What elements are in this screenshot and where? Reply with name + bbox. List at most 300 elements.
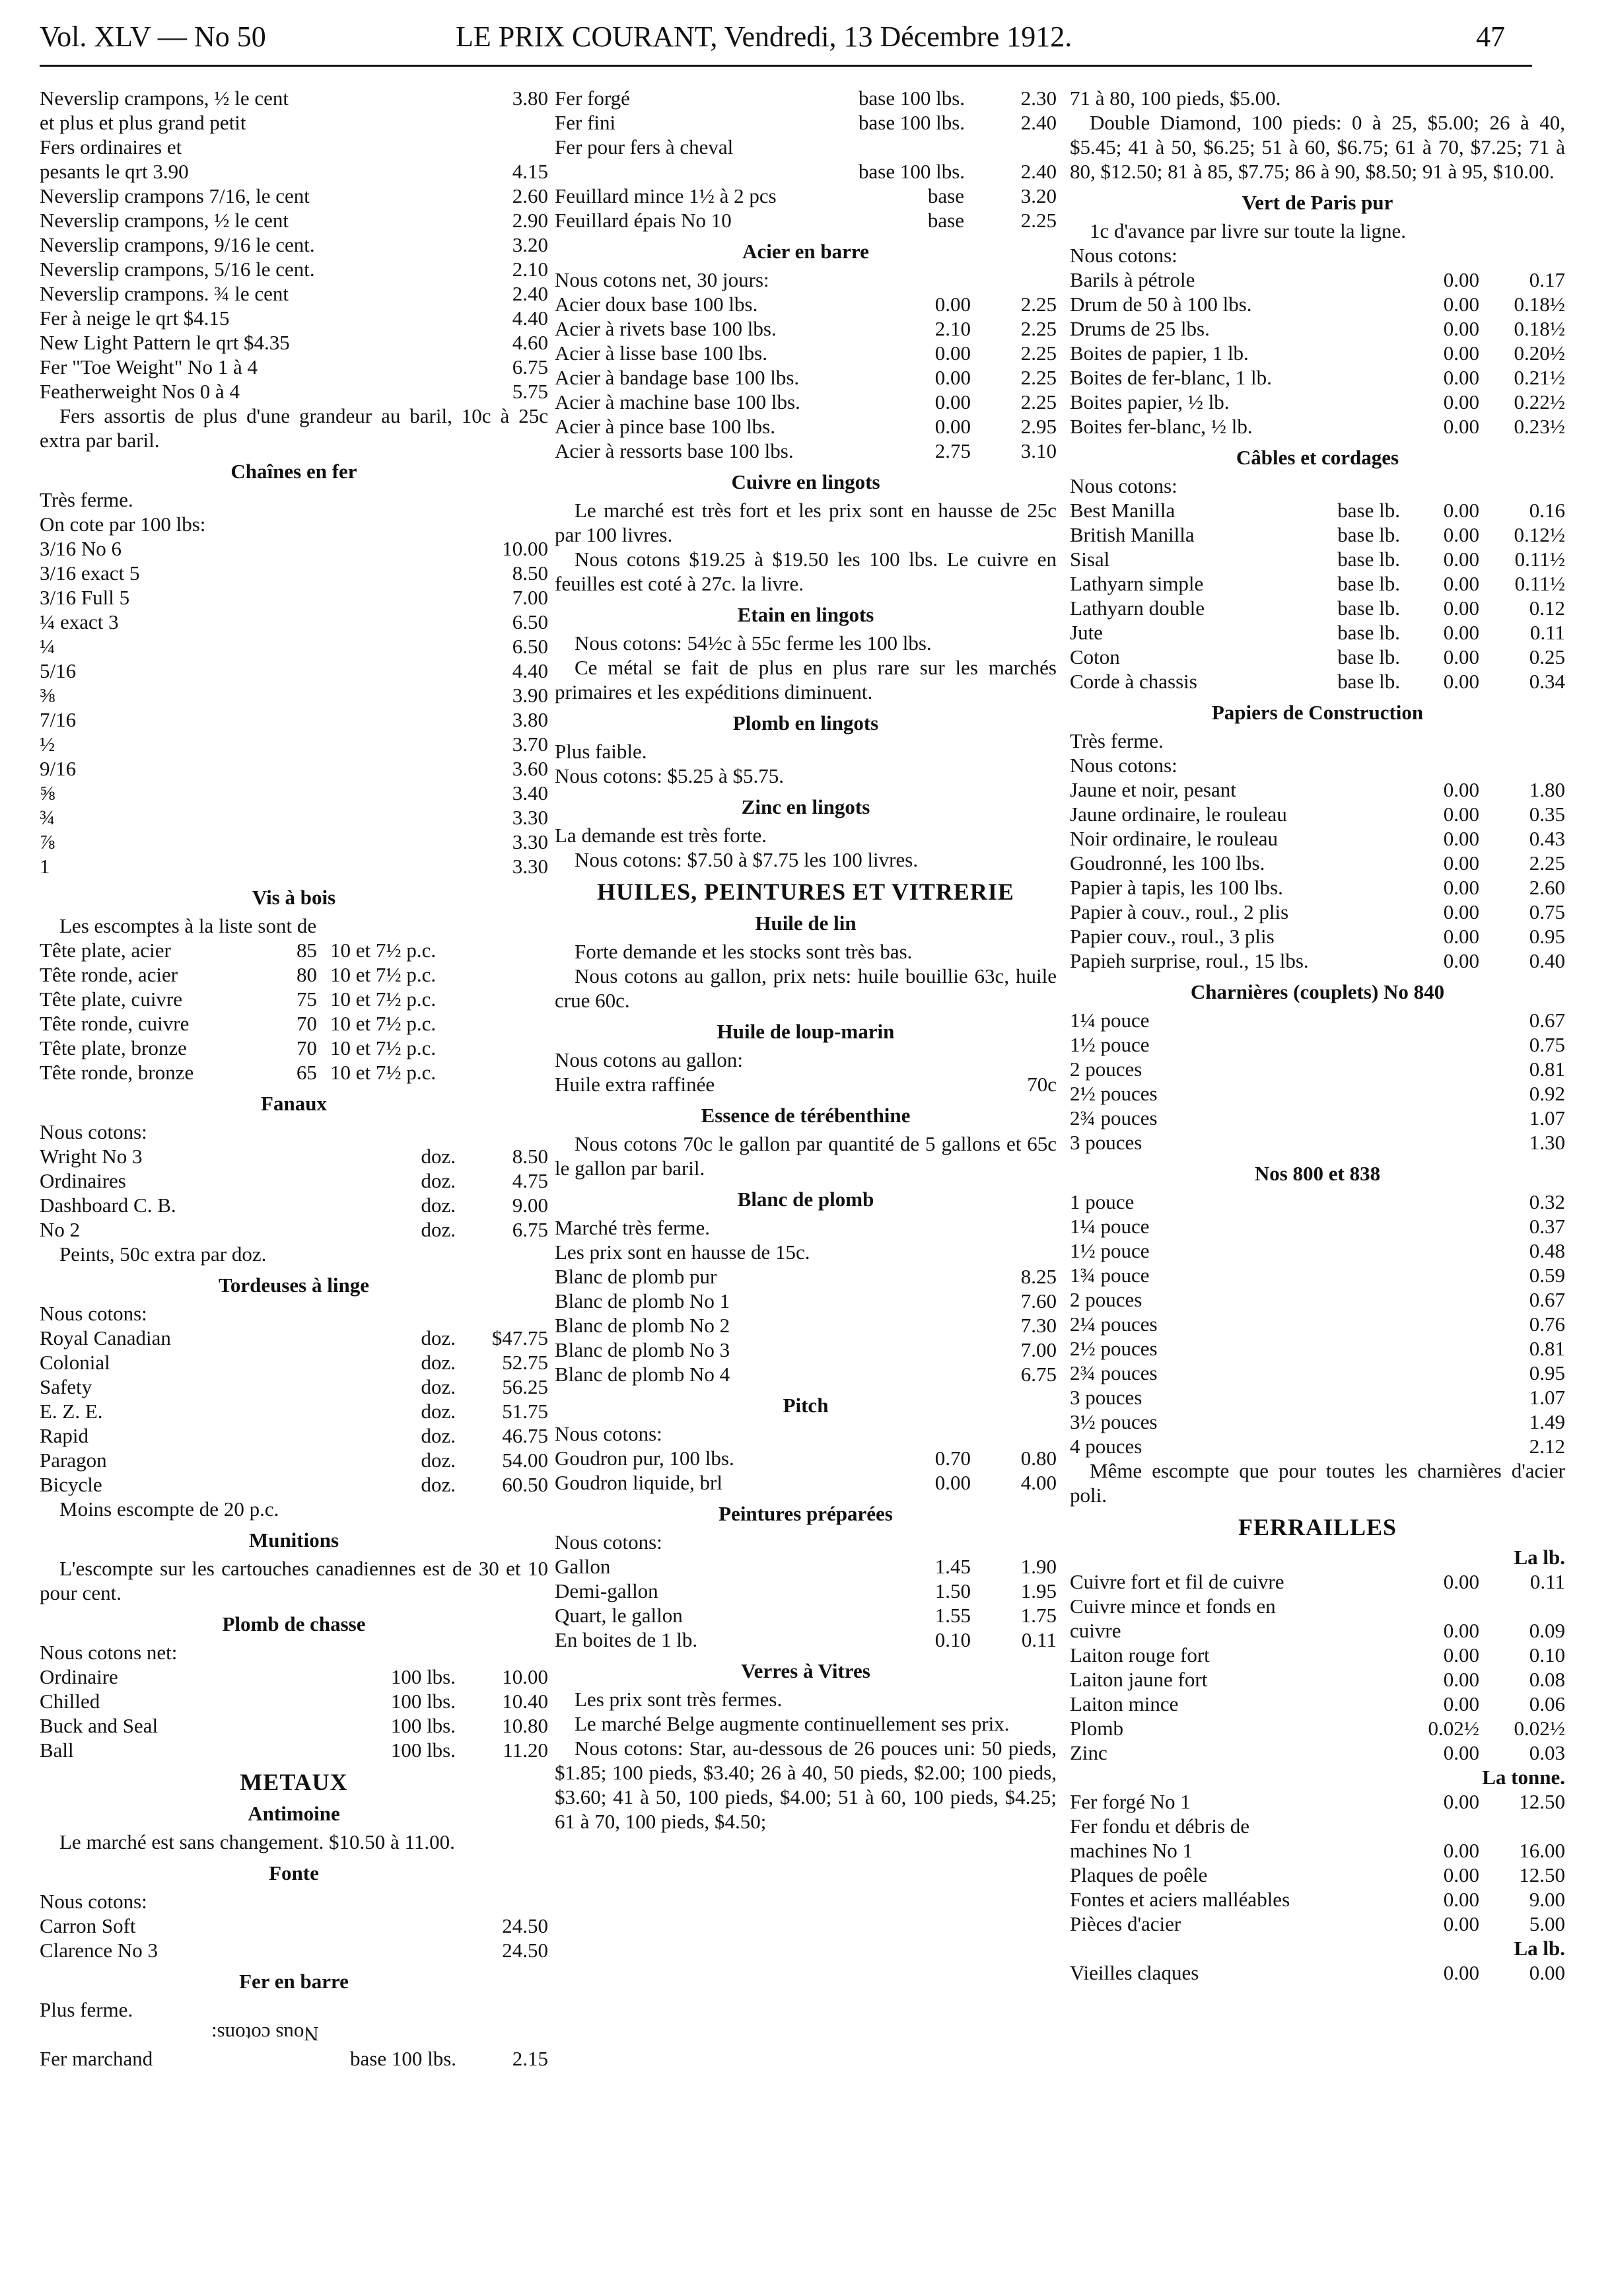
cell-b (1479, 1814, 1565, 1838)
cell-label: Sisal (1070, 548, 1110, 571)
section-title: Huile de loup-marin (717, 1020, 895, 1043)
cell-a: 0.00 (1443, 1741, 1479, 1764)
cell-label: Fer fini (555, 111, 616, 134)
price-row (40, 561, 548, 585)
cell-b: 3.10 (1020, 439, 1057, 462)
paragraph: Nous cotons au gallon, prix nets: huile bouillie 63c, huile crue 60c. (555, 964, 1057, 1012)
cell-a: 0.00 (1443, 827, 1479, 850)
cell-label: 4 pouces (1070, 1435, 1142, 1458)
page-number: 47 (1476, 20, 1505, 53)
cell-label: Fer fondu et débris de (1070, 1814, 1250, 1838)
cell-label: No 2 (40, 1218, 81, 1241)
cell-price: 2.40 (1020, 160, 1057, 183)
cell-b: 2.95 (1020, 415, 1057, 438)
cell-a: 0.00 (1443, 1839, 1479, 1862)
cell-label: ¼ exact 3 (40, 610, 119, 633)
price-row (1070, 1912, 1565, 1936)
price-row (40, 1011, 548, 1036)
price-row (1070, 802, 1565, 826)
price-row (1070, 924, 1565, 949)
cell-label: Plaques de poêle (1070, 1863, 1208, 1886)
cell-price: 2.10 (512, 258, 548, 281)
cell-a: 0.00 (1443, 1888, 1479, 1911)
price-row (1070, 414, 1565, 439)
cell-label: Noir ordinaire, le rouleau (1070, 827, 1279, 850)
cell-label: Fer à neige le qrt $4.15 (40, 306, 230, 330)
cell-a: 0.00 (1443, 803, 1479, 826)
price-row (40, 1217, 548, 1242)
price-row (1070, 571, 1565, 596)
price-row (40, 659, 548, 683)
cell-label: Acier à lisse base 100 lbs. (555, 341, 767, 365)
cell-a: 0.00 (934, 1471, 971, 1494)
price-row (40, 1350, 548, 1375)
price-row (1070, 900, 1565, 924)
cell-a: 80 (297, 963, 317, 986)
cell-a: 0.00 (1443, 851, 1479, 875)
cell-b: 0.17 (1529, 268, 1565, 291)
cell-label: 5/16 (40, 659, 77, 682)
cell-a: 70 (297, 1012, 317, 1035)
text-line: Nous cotons: (40, 1302, 147, 1325)
cell-label: Acier à bandage base 100 lbs. (555, 366, 800, 389)
section-title: Fanaux (261, 1092, 327, 1115)
section-title: Blanc de plomb (737, 1188, 874, 1211)
price-row (1070, 826, 1565, 851)
cell-price: 2.90 (512, 209, 548, 232)
price-row (40, 306, 548, 330)
cell-price: 0.67 (1529, 1288, 1565, 1311)
cell-a: 0.00 (1443, 317, 1479, 340)
cell-price: 6.75 (1020, 1363, 1057, 1386)
price-row (555, 135, 1057, 159)
column-3 (1070, 86, 1565, 1985)
cell-label: Fer "Toe Weight" No 1 à 4 (40, 355, 258, 378)
cell-b: 0.75 (1529, 900, 1565, 923)
cell-b: 9.00 (1529, 1888, 1565, 1911)
metaux-heading: METAUX (240, 1769, 348, 1795)
price-row (40, 1060, 548, 1085)
cell-b: 0.11½ (1514, 572, 1565, 595)
price-row (1070, 292, 1565, 316)
price-row (1070, 1238, 1565, 1263)
cell-b: 10 et 7½ p.c. (330, 1061, 437, 1084)
paragraph: Forte demande et les stocks sont très bas. (575, 940, 913, 963)
cell-a: 0.00 (934, 293, 971, 316)
text-line: Nous cotons: (1070, 754, 1177, 777)
cell-b: 0.16 (1529, 499, 1565, 522)
price-row (555, 208, 1057, 233)
cell-label: Neverslip crampons, 9/16 le cent. (40, 233, 315, 256)
cell-a: 0.00 (1443, 1619, 1479, 1642)
cell-b: 0.12 (1529, 596, 1565, 620)
cell-a: 0.00 (1443, 293, 1479, 316)
cell-b: 0.18½ (1514, 317, 1565, 340)
cell-label: 1½ pouce (1070, 1033, 1150, 1056)
price-row (40, 184, 548, 208)
price-row (40, 86, 548, 110)
cell-b: 0.03 (1529, 1741, 1565, 1764)
paragraph: Le marché Belge augmente continuellement ses prix. (575, 1712, 1010, 1735)
cell-label: Pièces d'acier (1070, 1912, 1181, 1935)
price-row (40, 830, 548, 854)
price-row (555, 1446, 1057, 1470)
cell-price: 3.90 (512, 684, 548, 707)
cell-label: Drums de 25 lbs. (1070, 317, 1210, 340)
cell-label: Neverslip crampons, 5/16 le cent. (40, 258, 315, 281)
cell-unit: doz. (421, 1375, 456, 1398)
cell-b: 0.23½ (1514, 415, 1565, 438)
price-row (1070, 1263, 1565, 1287)
cell-a: 65 (297, 1061, 317, 1084)
cell-label: Neverslip crampons, ½ le cent (40, 87, 289, 110)
price-row (1070, 1081, 1565, 1106)
cell-label: Clarence No 3 (40, 1939, 158, 1962)
cell-b: 0.06 (1529, 1692, 1565, 1715)
cell-price: 0.67 (1529, 1009, 1565, 1032)
text-line: On cote par 100 lbs: (40, 513, 206, 536)
journal-title: LE PRIX COURANT, Vendredi, 13 Décembre 1912. (456, 20, 1072, 53)
cell-label: ⅜ (40, 684, 55, 707)
price-row (555, 1072, 1057, 1096)
price-row (555, 1313, 1057, 1338)
price-row (1070, 547, 1565, 571)
cell-unit: base lb. (1337, 499, 1400, 522)
cell-a: 0.00 (1443, 523, 1479, 546)
cell-label: 1¾ pouce (1070, 1264, 1150, 1287)
column-1 (40, 86, 548, 2071)
price-row (40, 330, 548, 355)
cell-b (1479, 1594, 1565, 1618)
price-row (40, 379, 548, 404)
cell-unit: doz. (421, 1218, 456, 1241)
text-line: Nous cotons net: (40, 1641, 178, 1664)
cell-price: 10.40 (502, 1690, 548, 1713)
cell-label: Laiton mince (1070, 1692, 1179, 1715)
price-row (555, 1470, 1057, 1495)
price-row (40, 281, 548, 306)
cell-b: 0.11 (1529, 1570, 1565, 1593)
cell-price: 8.50 (512, 561, 548, 585)
price-row (40, 962, 548, 987)
price-row (1070, 596, 1565, 620)
cell-a: 0.00 (1443, 621, 1479, 644)
price-row (40, 355, 548, 379)
price-row (1070, 1960, 1565, 1985)
cell-unit: 100 lbs. (390, 1714, 456, 1737)
price-row (1070, 1667, 1565, 1692)
cell-price: 0.81 (1529, 1058, 1565, 1081)
text-line: Très ferme. (40, 488, 133, 511)
cell-label: Blanc de plomb No 3 (555, 1338, 730, 1361)
text-line: Plus ferme. (40, 1998, 133, 2021)
cell-price: 1.07 (1529, 1106, 1565, 1130)
cell-price: 0.59 (1529, 1264, 1565, 1287)
price-row (1070, 1863, 1565, 1887)
cell-a: 1.50 (934, 1579, 971, 1602)
cell-unit: base 100 lbs. (859, 111, 965, 134)
cell-label: Carron Soft (40, 1914, 136, 1937)
cell-a: 0.00 (1443, 778, 1479, 801)
cell-a: 0.00 (1443, 548, 1479, 571)
cell-label: 3/16 exact 5 (40, 561, 140, 585)
price-row (555, 86, 1057, 110)
cell-unit: doz. (421, 1424, 456, 1447)
price-row (555, 1554, 1057, 1579)
price-row (1070, 1361, 1565, 1385)
cell-price: 6.50 (512, 635, 548, 658)
price-row (1070, 1692, 1565, 1716)
cell-price: 10.00 (502, 537, 548, 560)
price-row (1070, 1336, 1565, 1361)
cell-price: 2.25 (1020, 209, 1057, 232)
cell-label: Plomb (1070, 1717, 1123, 1740)
cell-price: 24.50 (502, 1939, 548, 1962)
cell-price: 4.40 (512, 306, 548, 330)
price-row (1070, 1190, 1565, 1214)
paragraph: Moins escompte de 20 p.c. (59, 1497, 279, 1521)
cell-label: ¾ (40, 806, 55, 829)
cell-label: Lathyarn double (1070, 596, 1205, 620)
cell-label: Acier doux base 100 lbs. (555, 293, 758, 316)
section-title: Essence de térébenthine (701, 1104, 911, 1127)
cell-label: 2 pouces (1070, 1288, 1142, 1311)
price-row (1070, 875, 1565, 900)
paragraph: Ce métal se fait de plus en plus rare sur les marchés primaires et les expéditions diminuent. (555, 656, 1057, 703)
cell-price: 52.75 (502, 1351, 548, 1374)
cell-label: Buck and Seal (40, 1714, 158, 1737)
huiles-heading: HUILES, PEINTURES ET VITRERIE (597, 879, 1014, 905)
cell-unit: doz. (421, 1449, 456, 1472)
cell-price: 5.75 (512, 380, 548, 403)
cell-label: 3/16 No 6 (40, 537, 122, 560)
cell-label: 7/16 (40, 708, 77, 731)
cell-a: 0.00 (934, 390, 971, 413)
price-row (555, 414, 1057, 439)
price-row (1070, 1594, 1565, 1618)
text-line: Nous cotons: (40, 1120, 147, 1143)
paragraph: Le marché est sans changement. $10.50 à 11.00. (59, 1830, 455, 1853)
cell-label: Ball (40, 1739, 74, 1762)
cell-label: ⅞ (40, 830, 55, 853)
cell-a: 0.00 (1443, 499, 1479, 522)
price-row (1070, 498, 1565, 522)
cell-label: Cuivre mince et fonds en (1070, 1595, 1276, 1618)
cell-price: 4.75 (512, 1169, 548, 1192)
cell-label: Tête ronde, cuivre (40, 1012, 190, 1035)
price-row (40, 683, 548, 707)
cell-price: 0.76 (1529, 1312, 1565, 1336)
price-row (1070, 1130, 1565, 1155)
cell-label: Bicycle (40, 1473, 102, 1496)
cell-unit: base (927, 209, 964, 232)
ferrure-note: Fers assortis de plus d'une grandeur au baril, 10c à 25c extra par baril. (40, 404, 548, 452)
price-row (40, 707, 548, 732)
price-row (555, 159, 1057, 184)
cell-a: 1.45 (934, 1555, 971, 1578)
price-row (40, 1713, 548, 1738)
cell-b: 0.35 (1529, 803, 1565, 826)
header-rule (40, 65, 1532, 67)
cell-unit: base lb. (1337, 621, 1400, 644)
cell-label: Tête ronde, bronze (40, 1061, 194, 1084)
cell-a: 0.00 (1443, 1961, 1479, 1984)
cell-a: 0.02½ (1428, 1717, 1479, 1740)
price-row (1070, 1716, 1565, 1740)
cell-label: Boites fer-blanc, ½ lb. (1070, 415, 1253, 438)
cell-b: 0.11 (1529, 621, 1565, 644)
price-row (40, 1472, 548, 1497)
cell-label: Neverslip crampons, ½ le cent (40, 209, 289, 232)
paragraph: Peints, 50c extra par doz. (59, 1242, 267, 1266)
cell-b: 0.20½ (1514, 341, 1565, 365)
cell-label: Acier à machine base 100 lbs. (555, 390, 800, 413)
text-line: Nous cotons: (555, 1422, 662, 1445)
cell-label: 9/16 (40, 757, 77, 780)
cell-label: Ordinaire (40, 1665, 118, 1688)
price-row (40, 781, 548, 805)
cell-label: 3/16 Full 5 (40, 586, 130, 609)
section-title: Vert de Paris pur (1242, 191, 1393, 214)
text-line: Nous cotons: $5.25 à $5.75. (555, 764, 785, 787)
text-line: 71 à 80, 100 pieds, $5.00. (1070, 87, 1281, 110)
paragraph: Le marché est très fort et les prix sont en hausse de 25c par 100 livres. (555, 499, 1057, 546)
cell-label: Lathyarn simple (1070, 572, 1204, 595)
cell-price: 0.92 (1529, 1082, 1565, 1105)
cell-unit: base 100 lbs. (350, 2047, 457, 2070)
cell-label: 1 (40, 855, 50, 878)
cell-a: 0.00 (934, 366, 971, 389)
price-row (40, 1168, 548, 1193)
cell-a: 0.00 (934, 341, 971, 365)
section-title: Vis à bois (252, 886, 336, 909)
price-row (1070, 1740, 1565, 1765)
cell-b: 10 et 7½ p.c. (330, 1036, 437, 1059)
cell-b: 4.00 (1020, 1471, 1057, 1494)
paragraph: L'escompte sur les cartouches canadiennes est de 30 et 10 pour cent. (40, 1557, 548, 1604)
cell-price: 10.80 (502, 1714, 548, 1737)
cell-price: 2.12 (1529, 1435, 1565, 1458)
cell-unit: base 100 lbs. (859, 87, 965, 110)
cell-label: Wright No 3 (40, 1145, 143, 1168)
price-row (40, 987, 548, 1011)
price-row (555, 292, 1057, 316)
cell-label: Zinc (1070, 1741, 1107, 1764)
cell-price: 54.00 (502, 1449, 548, 1472)
cell-a: 0.00 (1443, 645, 1479, 668)
cell-label: Colonial (40, 1351, 110, 1374)
cell-price: 8.50 (512, 1145, 548, 1168)
cell-unit: 100 lbs. (390, 1739, 456, 1762)
section-title: Cuivre en lingots (731, 470, 880, 493)
cell-label: cuivre (1070, 1619, 1121, 1642)
price-row (40, 2046, 548, 2071)
price-row (1070, 1643, 1565, 1667)
cell-price: 51.75 (502, 1400, 548, 1423)
section-title: Peintures préparées (719, 1502, 893, 1525)
cell-price: 7.30 (1020, 1314, 1057, 1337)
page-header (0, 0, 1614, 66)
cell-label: Drum de 50 à 100 lbs. (1070, 293, 1252, 316)
cell-b: 0.43 (1529, 827, 1565, 850)
section-title: Pitch (783, 1394, 829, 1417)
cell-price: 7.00 (1020, 1338, 1057, 1361)
cell-b: 2.25 (1529, 851, 1565, 875)
cell-label: Tête plate, bronze (40, 1036, 187, 1059)
cell-label: Fontes et aciers malléables (1070, 1888, 1290, 1911)
cell-b: 1.95 (1020, 1579, 1057, 1602)
cell-label: Cuivre fort et fil de cuivre (1070, 1570, 1284, 1593)
price-row (40, 1938, 548, 1962)
paragraph: Double Diamond, 100 pieds: 0 à 25, $5.00; 26 à 40, $5.45; 41 à 50, $6.25; 51 à 60, $6.75; 61 à 70, $7.25; 71 à 80, $12.50; 81 à 85, $7.75; 86 à 90, $8.50; 91 à 95, $10.00. (1070, 111, 1565, 183)
cell-price: 46.75 (502, 1424, 548, 1447)
cell-a: 0.00 (1443, 1643, 1479, 1667)
cell-label: Fers ordinaires et (40, 135, 182, 159)
cell-label: Boites de papier, 1 lb. (1070, 341, 1249, 365)
cell-price: 2.40 (512, 282, 548, 305)
cell-price: 6.75 (512, 355, 548, 378)
cell-label: Blanc de plomb No 1 (555, 1289, 730, 1312)
cell-label: Jaune et noir, pesant (1070, 778, 1236, 801)
price-row (555, 110, 1057, 135)
cell-label: machines No 1 (1070, 1839, 1193, 1862)
price-row (40, 233, 548, 257)
cell-unit: 100 lbs. (390, 1690, 456, 1713)
price-row (555, 184, 1057, 208)
cell-a (1393, 1594, 1479, 1618)
cell-b: 0.12½ (1514, 523, 1565, 546)
cell-unit: doz. (421, 1473, 456, 1496)
cell-label: 2½ pouces (1070, 1082, 1158, 1105)
cell-a: 0.00 (1443, 1692, 1479, 1715)
cell-label: En boites de 1 lb. (555, 1628, 698, 1651)
price-row (1070, 1214, 1565, 1238)
price-row (40, 1665, 548, 1689)
cell-unit: base 100 lbs. (859, 160, 965, 183)
price-row (40, 1036, 548, 1060)
cell-price: $47.75 (491, 1326, 548, 1349)
price-row (40, 1326, 548, 1350)
price-row (40, 1375, 548, 1399)
cell-a: 0.00 (1443, 268, 1479, 291)
cell-label: Best Manilla (1070, 499, 1175, 522)
cell-label: Barils à pétrole (1070, 268, 1195, 291)
cell-a: 2.10 (934, 317, 971, 340)
cell-unit: doz. (421, 1169, 456, 1192)
cell-price: 3.80 (512, 708, 548, 731)
volume-number: Vol. XLV — No 50 (40, 20, 266, 53)
cell-label: Safety (40, 1375, 92, 1398)
cell-a (1393, 1814, 1479, 1838)
cell-price: 7.00 (512, 586, 548, 609)
price-row (40, 257, 548, 281)
text-line: La demande est très forte. (555, 824, 767, 847)
price-row (1070, 645, 1565, 669)
price-row (40, 159, 548, 184)
cell-price: 8.25 (1020, 1265, 1057, 1288)
price-row (555, 390, 1057, 414)
paragraph: Les prix sont très fermes. (575, 1688, 783, 1711)
section-title: Etain en lingots (737, 603, 874, 626)
price-row (40, 135, 548, 159)
cell-unit: doz. (421, 1145, 456, 1168)
cell-b: 10 et 7½ p.c. (330, 963, 437, 986)
cell-label: Papieh surprise, roul., 15 lbs. (1070, 949, 1309, 972)
section-title: Zinc en lingots (741, 795, 870, 818)
cell-a: 0.00 (1443, 949, 1479, 972)
price-row (40, 1399, 548, 1423)
cell-label: pesants le qrt 3.90 (40, 160, 189, 183)
